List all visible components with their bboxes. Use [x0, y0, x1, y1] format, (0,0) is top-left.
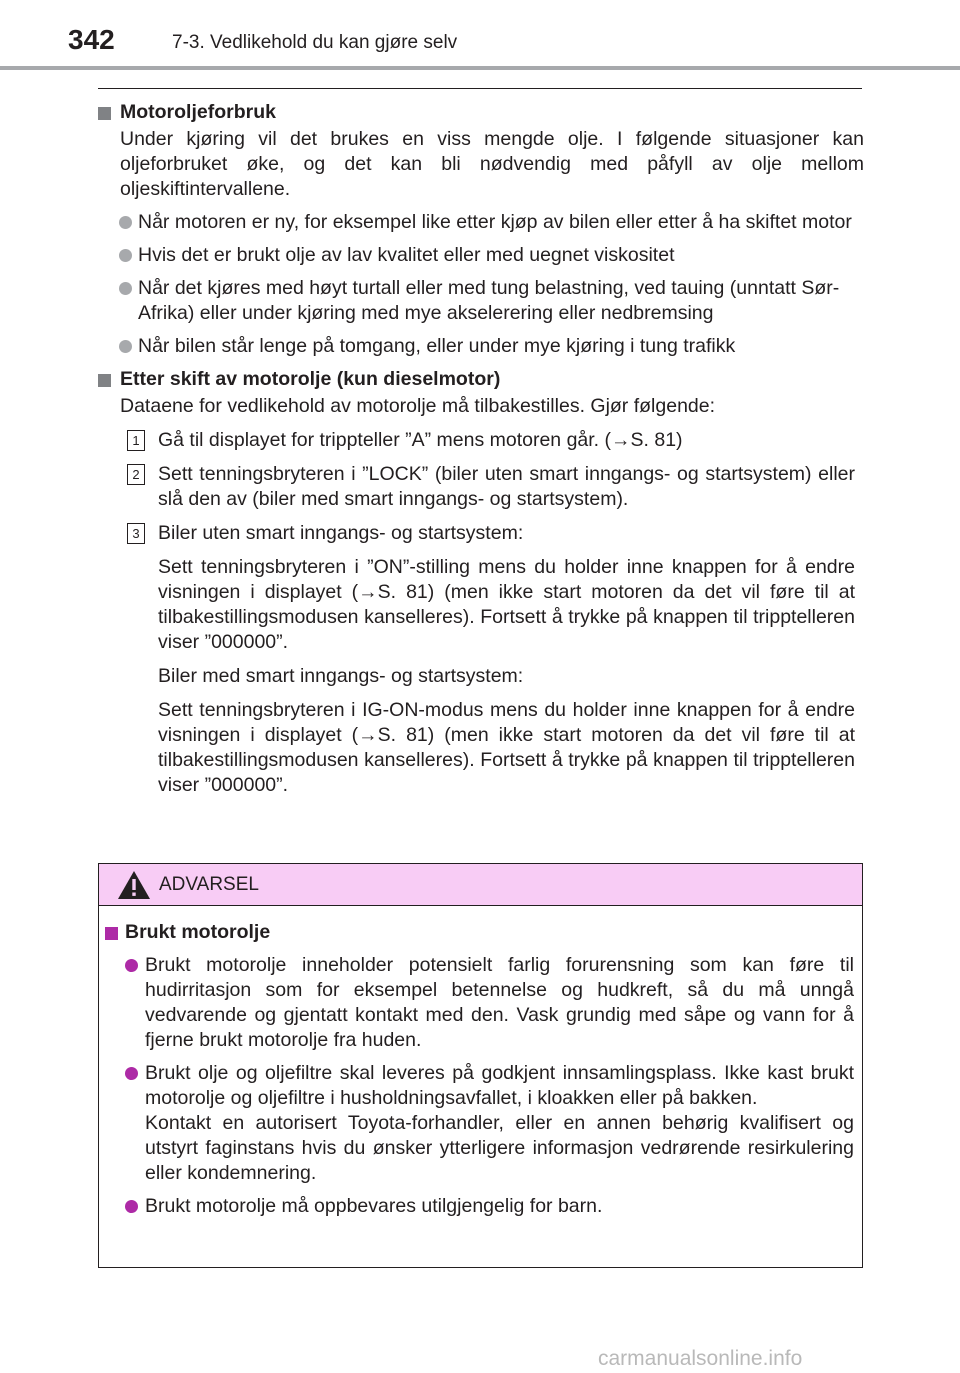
circle-bullet-icon: [125, 1067, 138, 1080]
warning-heading: [105, 920, 854, 945]
list-item: [98, 243, 864, 268]
list-item-text: Kontakt en autorisert Toyota-forhandler, eller en annen behørig kvalifisert og utstyrt faginstans hvis du ønsker ytterligere informasjon vedrørende resirkulering eller kondemnering.: [145, 1112, 854, 1184]
main-content: [98, 96, 864, 798]
square-bullet-icon: [98, 107, 111, 120]
step-text: Gå til displayet for trippteller ”A” mens motoren går. (→S. 81): [158, 429, 683, 451]
list-item-text: Når det kjøres med høyt turtall eller med tung belastning, ved tauing (unntatt Sør-Afrika) eller under kjøring med mye akselerering eller nedbremsing: [138, 277, 840, 324]
after-oil-change-intro: Dataene for vedlikehold av motorolje må tilbakestilles. Gjør følgende:: [120, 395, 716, 417]
warning-body: [99, 906, 862, 1219]
circle-bullet-icon: [125, 959, 138, 972]
list-item-text: Hvis det er brukt olje av lav kvalitet eller med uegnet viskositet: [138, 244, 675, 266]
header-divider: [0, 66, 960, 70]
step-number: 2: [127, 464, 145, 485]
list-item: [98, 276, 864, 326]
step-text: Biler uten smart inngangs- og startsystem:: [158, 522, 524, 544]
warning-box: [98, 863, 863, 1268]
section-title: 7-3. Vedlikehold du kan gjøre selv: [172, 32, 458, 53]
circle-bullet-icon: [119, 216, 132, 229]
circle-bullet-icon: [119, 340, 132, 353]
step-3-detail: Sett tenningsbryteren i ”ON”-stilling mens du holder inne knappen for å endre visningen i displayet (→S. 81) (men ikke start motoren da det vil føre til at tilbakestillingsmodusen kanselleres). Fortsett å trykke på knappen til tripptelleren viser ”000000”.: [158, 556, 855, 653]
step-number: 3: [127, 523, 145, 544]
step-number: 1: [127, 430, 145, 451]
list-item-text: Når motoren er ny, for eksempel like etter kjøp av bilen eller etter å ha skiftet motor: [138, 211, 852, 233]
page-number: 342: [68, 24, 115, 55]
page-header: [0, 0, 960, 72]
list-item-text: Brukt motorolje må oppbevares utilgjengelig for barn.: [145, 1195, 603, 1217]
step-text: Sett tenningsbryteren i ”LOCK” (biler uten smart inngangs- og startsystem) eller slå den av (biler med smart inngangs- og startsystem).: [158, 463, 855, 510]
warning-header: [99, 864, 862, 906]
list-item: [98, 210, 864, 235]
section-heading-after-oil-change: [98, 367, 864, 392]
watermark: carmanualsonline.info: [598, 1347, 803, 1370]
circle-bullet-icon: [119, 249, 132, 262]
list-item-text: Brukt olje og oljefiltre skal leveres på godkjent innsamlingsplass. Ikke kast brukt motorolje og oljefiltre i husholdningsavfallet, i kloakken eller på bakken.: [145, 1062, 854, 1109]
oil-consumption-intro: Under kjøring vil det brukes en viss mengde olje. I følgende situasjoner kan oljeforbruket øke, og det kan bli nødvendig med påfyll av olje mellom oljeskiftintervallene.: [120, 128, 864, 200]
step-3-detail: Sett tenningsbryteren i IG-ON-modus mens du holder inne knappen for å endre visningen i displayet (→S. 81) (men ikke start motoren da det vil føre til at tilbakestillingsmodusen kanselleres). Fortsett å trykke på knappen til tripptelleren viser ”000000”.: [158, 699, 855, 796]
content-top-divider: [98, 88, 862, 89]
list-item: [98, 334, 864, 359]
step-3-detail: Biler med smart inngangs- og startsystem:: [158, 665, 524, 687]
step-2: [98, 462, 855, 512]
heading-text: Brukt motorolje: [125, 921, 271, 943]
warning-list-item: [105, 1194, 854, 1219]
warning-label: ADVARSEL: [159, 874, 259, 895]
warning-triangle-icon: [117, 870, 151, 900]
circle-bullet-icon: [125, 1200, 138, 1213]
step-3: [98, 521, 855, 546]
heading-text: Etter skift av motorolje (kun dieselmotor): [120, 368, 501, 390]
circle-bullet-icon: [119, 282, 132, 295]
list-item-text: Brukt motorolje inneholder potensielt farlig forurensning som kan føre til hudirritasjon som for eksempel betennelse og hudkreft, så du må unngå vedvarende og gjentatt kontakt med den. Vask grundig med såpe og vann for å fjerne brukt motorolje fra huden.: [145, 954, 854, 1051]
heading-text: Motoroljeforbruk: [120, 101, 276, 123]
square-bullet-icon: [105, 927, 118, 940]
warning-list-item: [105, 1061, 854, 1186]
list-item-text: Når bilen står lenge på tomgang, eller under mye kjøring i tung trafikk: [138, 335, 736, 357]
section-heading-oil-consumption: [98, 100, 864, 125]
warning-list-item: [105, 953, 854, 1053]
step-1: [98, 428, 855, 453]
square-bullet-icon: [98, 374, 111, 387]
